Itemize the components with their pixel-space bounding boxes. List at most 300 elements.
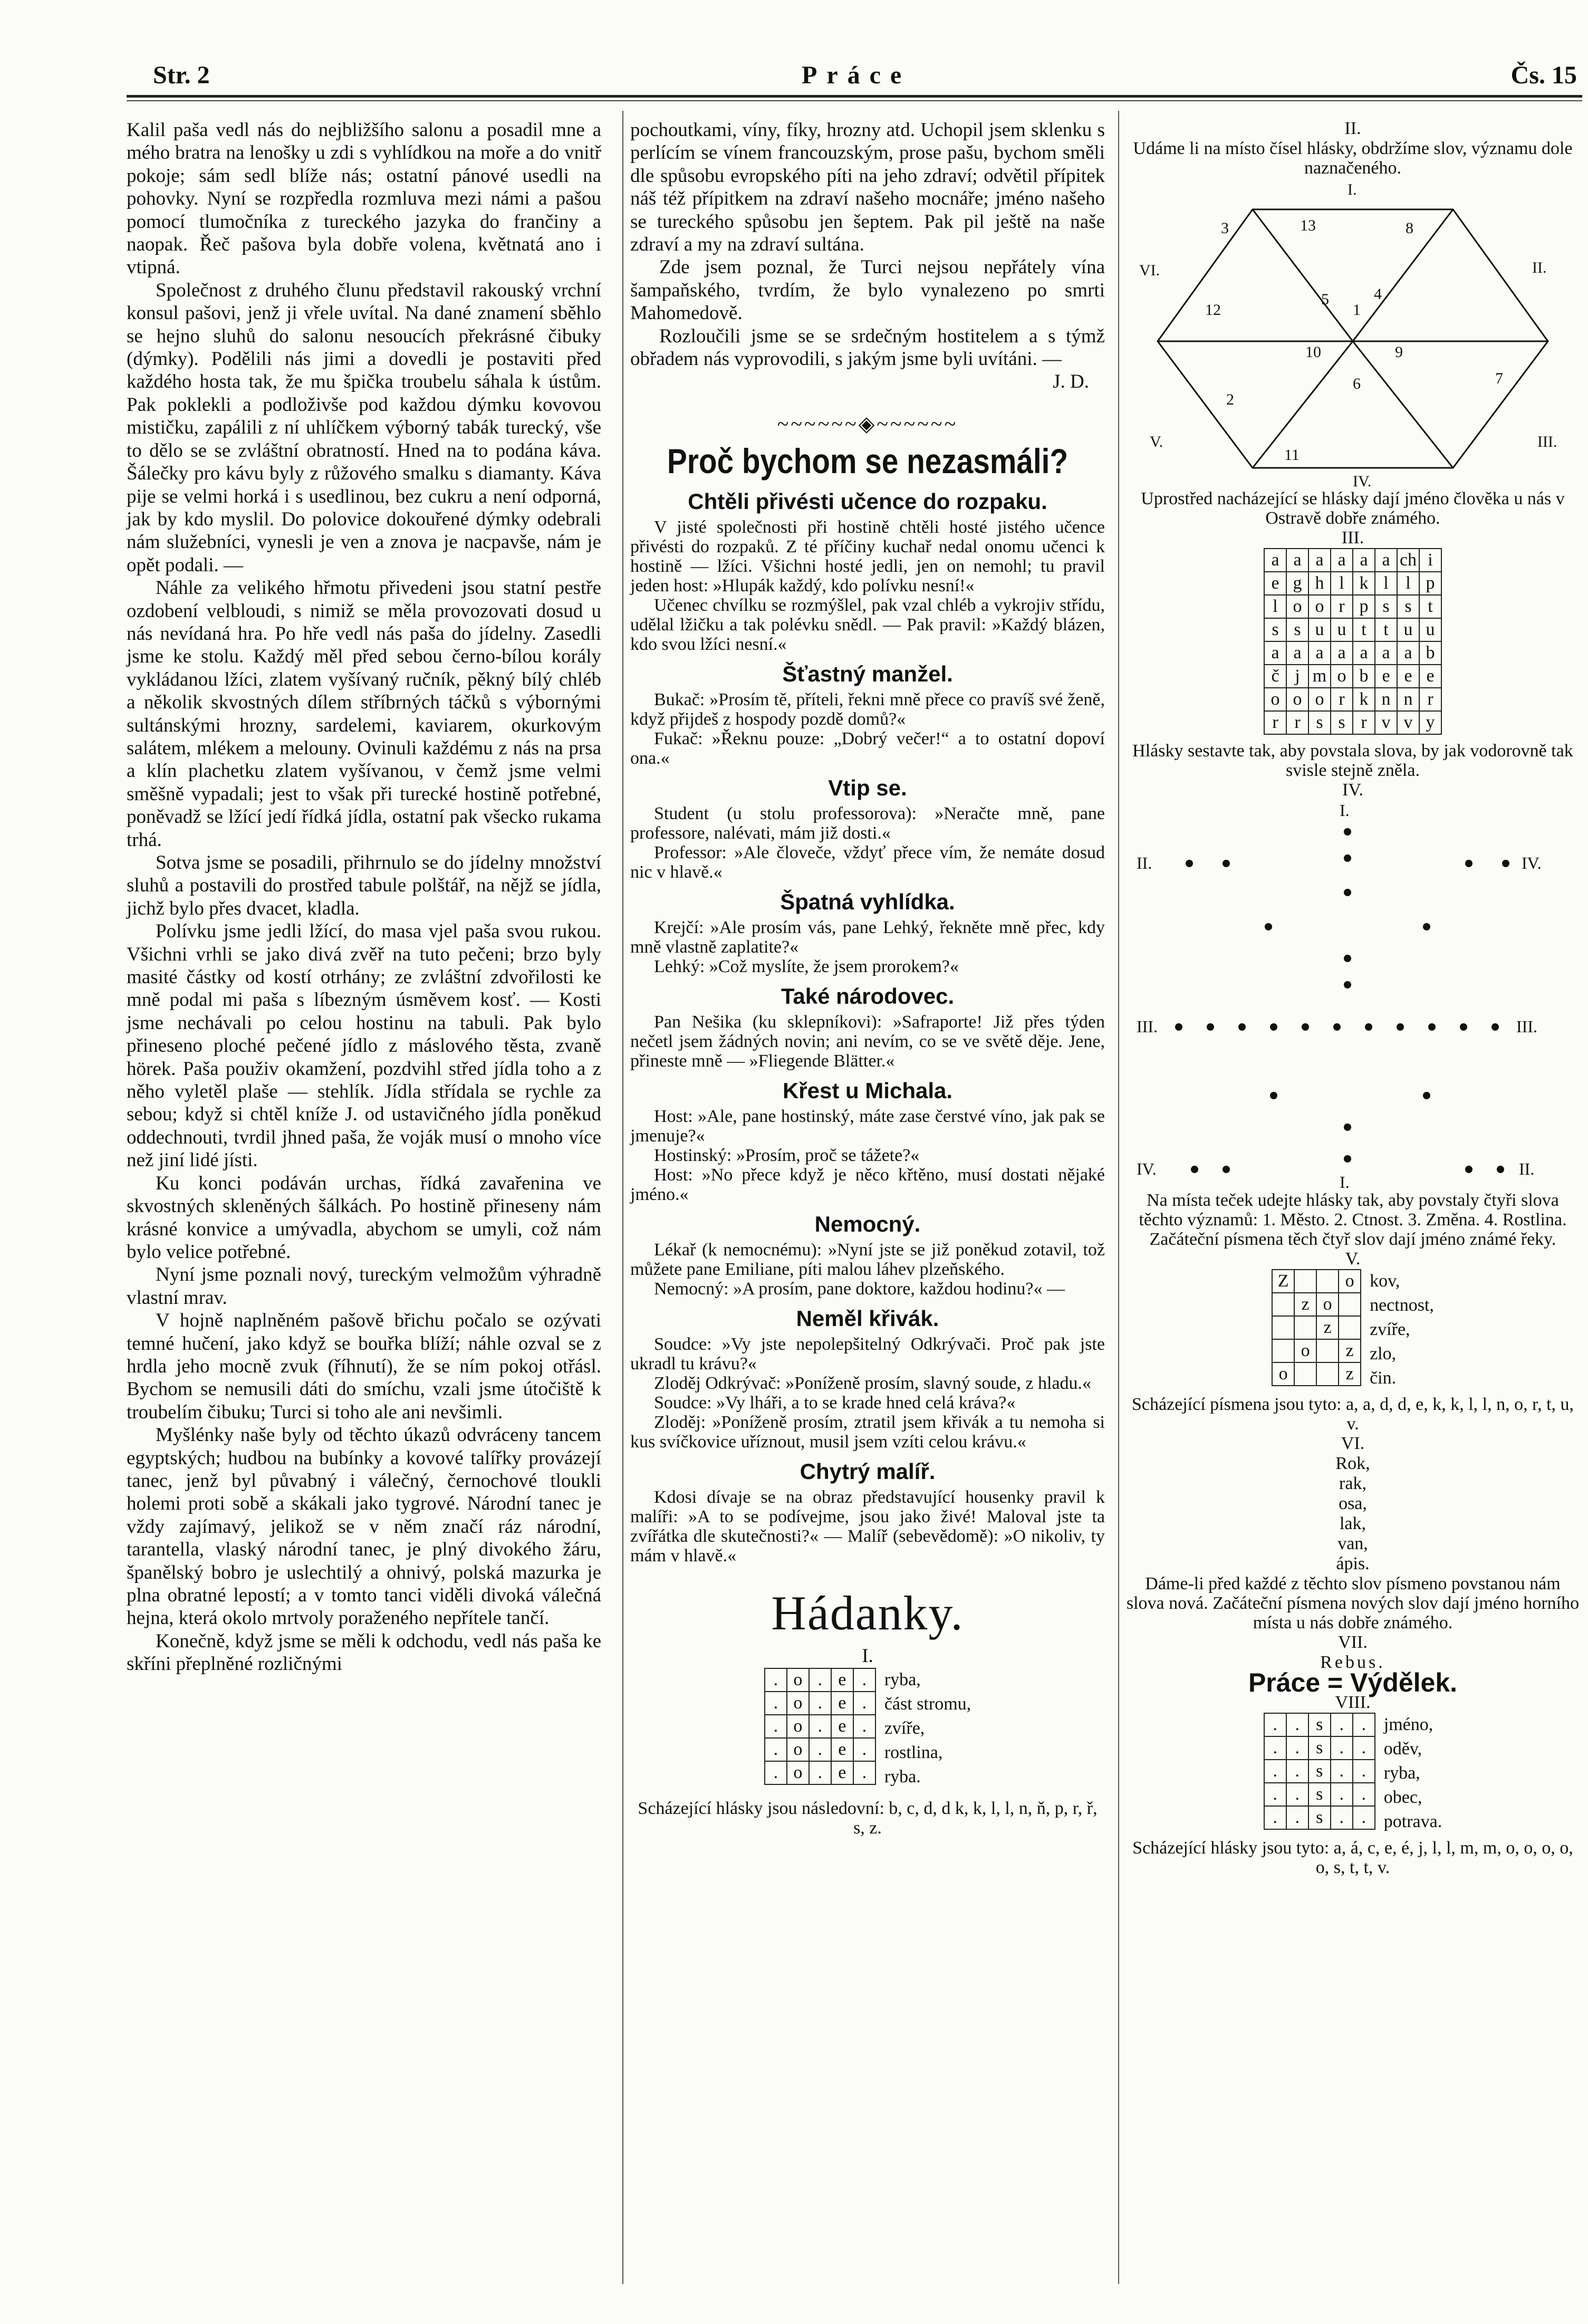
clue-word: nectnost, xyxy=(1370,1295,1434,1315)
puzzle-dot xyxy=(1223,1166,1230,1173)
grid-cell: l xyxy=(1375,572,1397,595)
grid-cell: e xyxy=(831,1692,853,1715)
grid-cell: s xyxy=(1308,1760,1331,1783)
hex-number-label: 7 xyxy=(1495,370,1503,387)
grid-cell: n xyxy=(1375,688,1397,711)
grid-cell: . xyxy=(1331,1806,1353,1829)
puzzle-text: Uprostřed nacházející se hlásky dají jméno člověka u nás v Ostravě dobře známého. xyxy=(1141,489,1565,528)
grid-cell: . xyxy=(1264,1783,1286,1806)
grid-cell: e xyxy=(831,1761,853,1784)
grid-cell: s xyxy=(1397,595,1419,618)
rebus-text: Práce = Výdělek. xyxy=(1248,1668,1458,1697)
grid-cell: r xyxy=(1286,711,1308,734)
puzzle-dot xyxy=(1175,1023,1182,1031)
grid-cell: e xyxy=(1397,665,1419,688)
page-header xyxy=(153,61,1577,98)
grid-row xyxy=(1264,572,1441,595)
grid-cell: . xyxy=(1353,1736,1375,1760)
grid-cell: a xyxy=(1397,641,1419,665)
joke-title: Šťastný manžel. xyxy=(782,661,953,687)
joke-title: Neměl křivák. xyxy=(796,1306,939,1331)
joke-text: Lékař (k nemocnému): »Nyní jste se již poněkud zotavil, tož můžete pane Emiliane, píti malou láhev plzeňského. xyxy=(630,1240,1105,1280)
grid-cell: o xyxy=(1286,688,1308,711)
grid-cell: r xyxy=(1419,688,1441,711)
grid-row xyxy=(1264,549,1441,572)
grid-cell: s xyxy=(1308,1806,1331,1829)
grid-cell: u xyxy=(1308,618,1331,641)
grid-cell: o xyxy=(1308,688,1331,711)
joke-text: Zloděj: »Poníženě prosím, ztratil jsem křivák a tu nemoha si kus svíčkovice uříznout, musil jsem vzíti celou krávu.« xyxy=(630,1413,1105,1452)
article-column-2 xyxy=(630,119,1105,1838)
grid-cell: v xyxy=(1375,711,1397,734)
hex-number-label: 3 xyxy=(1221,219,1229,237)
grid-row xyxy=(765,1738,875,1761)
grid-cell: . xyxy=(765,1715,787,1738)
grid-cell: o xyxy=(787,1668,809,1692)
puzzle-label: III. xyxy=(1341,528,1364,548)
clue-word: část stromu, xyxy=(884,1694,971,1714)
puzzle-dot xyxy=(1191,1166,1198,1173)
newspaper-title: Práce xyxy=(802,61,911,89)
puzzle-word-list xyxy=(1126,1454,1580,1574)
grid-cell: . xyxy=(1264,1806,1286,1829)
grid-cell xyxy=(1339,1293,1361,1316)
grid-row xyxy=(765,1692,875,1715)
grid-cell: p xyxy=(1419,572,1441,595)
puzzle-dot xyxy=(1344,828,1351,836)
grid-cell: č xyxy=(1264,665,1286,688)
grid-cell: . xyxy=(853,1715,875,1738)
grid-cell: o xyxy=(1294,1339,1316,1362)
grid-cell: . xyxy=(1331,1760,1353,1783)
joke-text: V jisté společnosti při hostině chtěli hosté jistého učence přivésti do rozpaků. Z té příčiny kuchař nedal onomu učenci k hostině — lžíci. Všichni hosté jedli, jen on nemohl; tu pravil jeden host: »Hlupák každý, kdo polívku nesní!« xyxy=(630,517,1105,596)
grid-row xyxy=(1272,1362,1361,1386)
grid-cell: s xyxy=(1308,711,1331,734)
paragraph: Polívku jsme jedli lžící, do masa vjel paša svou rukou. Všichni vrhli se jako divá zvěř na tuto pečeni; brzo byly masité částky od kostí otrhány; ze zvláštní zdvořilosti ke mně podal mi paša s líbezným úsměvem kosť. — Kosti jsme nechávali po celou hostinu na tabuli. Pak bylo přineseno ploché pečené jídlo z máslového těsta, zvaně hörek. Paša použiv okamžení, pozdvihl střed jídla toho a z něho vyletěl plaše — stehlík. Jídla střídala se rychle za sebou; když si chtěl kníže J. od ustavičného jídla poněkud oddechnouti, tvrdil jhned paša, že voják musí o mnoho více než jiní lidé jísti. xyxy=(127,920,601,1171)
article-column-1 xyxy=(127,119,601,1676)
puzzle-dot xyxy=(1344,1123,1351,1131)
author-signature: J. D. xyxy=(1053,371,1089,393)
grid-cell: k xyxy=(1353,688,1375,711)
grid-cell: o xyxy=(1264,688,1286,711)
hex-roman-label: VI. xyxy=(1139,262,1160,279)
grid-cell: l xyxy=(1264,595,1286,618)
grid-row xyxy=(1264,1783,1375,1806)
page-number: Str. 2 xyxy=(153,61,210,89)
puzzle-label: V. xyxy=(1345,1249,1361,1269)
dot-puzzle-label: IV. xyxy=(1137,1159,1157,1178)
grid-row xyxy=(765,1761,875,1784)
grid-cell: b xyxy=(1353,665,1375,688)
grid-cell: u xyxy=(1419,618,1441,641)
grid-cell: g xyxy=(1286,572,1308,595)
jokes-title: Proč bychom se nezasmáli? xyxy=(667,441,1069,481)
grid-cell: l xyxy=(1397,572,1419,595)
puzzle-dot xyxy=(1270,1023,1277,1031)
header-rule xyxy=(127,95,1582,98)
grid-cell: s xyxy=(1331,711,1353,734)
grid-cell: t xyxy=(1353,618,1375,641)
joke-text: Zloděj Odkrývač: »Poníženě prosím, slavný soude, z hladu.« xyxy=(654,1374,1092,1394)
grid-cell: e xyxy=(1375,665,1397,688)
puzzle-dot xyxy=(1365,1023,1372,1031)
grid-cell: . xyxy=(809,1715,831,1738)
grid-cell: t xyxy=(1375,618,1397,641)
dot-puzzle-label: I. xyxy=(1340,801,1350,820)
joke-title: Křest u Michala. xyxy=(782,1078,953,1103)
clue-word: kov, xyxy=(1370,1271,1400,1291)
hex-number-label: 9 xyxy=(1395,343,1403,361)
ornament-divider: ~~~~~~◈~~~~~~ xyxy=(777,411,958,436)
grid-row xyxy=(1264,711,1441,734)
puzzle-label: IV. xyxy=(1342,780,1363,800)
hex-roman-label: IV. xyxy=(1353,473,1372,489)
joke-title: Vtip se. xyxy=(828,775,907,801)
grid-row xyxy=(1272,1339,1361,1362)
puzzle-8 xyxy=(1126,1713,1580,1834)
joke-text: Student (u stolu professorova): »Neračte mně, pane professore, nalévati, mám již dosti.« xyxy=(630,804,1105,843)
clue-word: ápis. xyxy=(1336,1554,1370,1573)
grid-cell: e xyxy=(831,1715,853,1738)
grid-row xyxy=(765,1715,875,1738)
grid-cell: . xyxy=(1331,1783,1353,1806)
grid-cell: e xyxy=(1264,572,1286,595)
grid-cell: . xyxy=(1286,1713,1308,1736)
puzzle-dot xyxy=(1423,1092,1430,1099)
clue-word: zvíře, xyxy=(884,1718,925,1738)
grid-cell: s xyxy=(1308,1783,1331,1806)
clue-word: zvíře, xyxy=(1370,1320,1410,1339)
grid-cell: z xyxy=(1316,1316,1339,1339)
grid-cell xyxy=(1272,1293,1294,1316)
hex-line xyxy=(1353,341,1453,468)
dot-cross-puzzle xyxy=(1126,800,1580,1190)
grid-cell: l xyxy=(1331,572,1353,595)
joke-title: Chtěli přivésti učence do rozpaku. xyxy=(688,489,1047,514)
puzzle-dot xyxy=(1344,854,1351,862)
puzzle-grid xyxy=(1264,548,1442,735)
issue-number: Čs. 15 xyxy=(1510,61,1577,89)
joke-title: Chytrý malíř. xyxy=(800,1459,936,1484)
grid-cell: . xyxy=(853,1692,875,1715)
joke-text: Fukač: »Řeknu pouze: „Dobrý večer!“ a to ostatní dopoví ona.« xyxy=(630,729,1105,769)
grid-cell: r xyxy=(1331,595,1353,618)
puzzle-note: Scházející písmena jsou tyto: a, a, d, d, e, k, k, l, l, n, o, r, t, u, v. xyxy=(1131,1395,1574,1434)
grid-row xyxy=(1264,1713,1375,1736)
hex-roman-label: V. xyxy=(1150,433,1163,450)
grid-cell: z xyxy=(1339,1339,1361,1362)
puzzle-5 xyxy=(1126,1269,1580,1390)
puzzle-note: Dáme-li před každé z těchto slov písmeno povstanou nám slova nová. Začáteční písmena nových slov dají jméno horního místa u nás dobře známého. xyxy=(1126,1574,1580,1632)
grid-row xyxy=(1272,1270,1361,1293)
grid-cell: a xyxy=(1308,549,1331,572)
paragraph: pochoutkami, víny, fíky, hrozny atd. Uchopil jsem sklenku s perlícím se vínem francouzským, prose pašu, bychom směli dle spůsobu evropského píti na jeho zdraví; odvětil přípitek náš též přípitkem na zdraví našeho mocnáře; jméno našeho se tureckého spůsobu jen šeptem. Pak pil ještě na naše zdraví a my na zdraví sultána. xyxy=(630,119,1105,256)
hex-number-label: 8 xyxy=(1406,219,1413,237)
grid-cell: a xyxy=(1264,641,1286,665)
grid-cell: m xyxy=(1308,665,1331,688)
puzzle-dot xyxy=(1302,1023,1309,1031)
grid-row xyxy=(1264,641,1441,665)
grid-row xyxy=(765,1668,875,1692)
joke-text: Nemocný: »A prosím, pane doktore, každou hodinu?« — xyxy=(654,1279,1065,1299)
puzzle-dot xyxy=(1491,1023,1499,1031)
grid-cell: o xyxy=(1339,1270,1361,1293)
grid-cell: o xyxy=(1331,665,1353,688)
grid-cell: . xyxy=(1286,1760,1308,1783)
paragraph: Náhle za velikého hřmotu přivedeni jsou statní pestře ozdobení velbloudi, s nimiž se měla provozovati dosud u nás nevídaná hra. Po hře vedl nás paša do jídelny. Zasedli jsme ke stolu. Každý měl před sebou černo-bílou korály vykládanou lžíci, zlatem vyšívaný ručník, pěkný bílý chléb a několik skvostných dílem stříbrných táčků s výbornými sultánskými hrozny, sardelemi, kaviarem, okurkovým salátem, mlékem a melouny. Ovinuli každému z nás na prsa a klín plachetku zlatem vyšívanou, v čemž jsme velmi směšně vypadali; jest to však při turecké hostině potřebné, poněvadž se lžící jedí řídká jídla, ostatní pak všecko rukama trhá. xyxy=(127,577,601,851)
joke-title: Nemocný. xyxy=(814,1212,921,1237)
joke-text: Krejčí: »Ale prosím vás, pane Lehký, řekněte mně přec, kdy mně vlastně zaplatite?« xyxy=(630,918,1105,957)
hexagon-outline xyxy=(1158,209,1548,468)
grid-row xyxy=(1264,665,1441,688)
grid-cell: o xyxy=(787,1761,809,1784)
grid-row xyxy=(1264,595,1441,618)
grid-cell: . xyxy=(853,1668,875,1692)
puzzle-dot xyxy=(1502,860,1509,867)
grid-cell: o xyxy=(787,1738,809,1761)
puzzle-dot xyxy=(1333,1023,1341,1031)
puzzle-grid xyxy=(1272,1269,1361,1386)
puzzle-dot xyxy=(1270,1092,1277,1099)
column-divider-2 xyxy=(1118,111,1119,2284)
puzzle-dot xyxy=(1465,1166,1472,1173)
puzzle-label: VIII. xyxy=(1335,1693,1371,1712)
clue-word: Rok, xyxy=(1335,1454,1370,1473)
grid-cell xyxy=(1316,1270,1339,1293)
puzzle-text: Udáme li na místo čísel hlásky, obdržíme slov, významu dole naznačeného. xyxy=(1133,139,1573,178)
grid-cell: . xyxy=(1286,1736,1308,1760)
puzzle-1 xyxy=(630,1668,1105,1789)
puzzle-dot xyxy=(1344,1155,1351,1163)
hex-number-label: 1 xyxy=(1353,301,1361,319)
grid-cell: s xyxy=(1375,595,1397,618)
grid-cell: z xyxy=(1294,1293,1316,1316)
puzzle-dot xyxy=(1344,981,1351,988)
grid-cell: . xyxy=(1331,1713,1353,1736)
clue-word: ryba, xyxy=(1383,1763,1420,1783)
hex-number-label: 10 xyxy=(1305,343,1321,361)
joke-text: Soudce: »Vy lháři, a to se krade hned celá kráva?« xyxy=(654,1393,1016,1413)
grid-cell xyxy=(1339,1316,1361,1339)
column-divider-1 xyxy=(622,111,623,2284)
grid-row xyxy=(1272,1316,1361,1339)
grid-cell: . xyxy=(809,1692,831,1715)
grid-cell: . xyxy=(765,1692,787,1715)
puzzle-dot xyxy=(1207,1023,1214,1031)
clue-word: obec, xyxy=(1383,1788,1422,1807)
hex-number-label: 2 xyxy=(1226,391,1234,408)
grid-cell: z xyxy=(1339,1362,1361,1386)
jokes-section xyxy=(630,489,1105,1566)
hexagon-puzzle xyxy=(1126,183,1580,489)
grid-row xyxy=(1272,1293,1361,1316)
grid-row xyxy=(1264,1760,1375,1783)
grid-row xyxy=(1264,1806,1375,1829)
grid-cell: . xyxy=(809,1738,831,1761)
joke-text: Bukač: »Prosím tě, příteli, řekni mně přece co pravíš své ženě, když přijdeš z hospody pozdě domů?« xyxy=(630,690,1105,729)
puzzle-label: II. xyxy=(1344,119,1361,138)
puzzles-column xyxy=(1126,119,1580,1877)
grid-cell: k xyxy=(1353,572,1375,595)
paragraph: Sotva jsme se posadili, přihrnulo se do jídelny množství sluhů a postavili do prostřed tabule polštář, na nějž se jídla, jichž bylo přes dvacet, kladla. xyxy=(127,852,601,919)
grid-cell: Z xyxy=(1272,1270,1294,1293)
grid-cell xyxy=(1294,1316,1316,1339)
grid-cell: o xyxy=(1272,1362,1294,1386)
grid-cell: ch xyxy=(1397,549,1419,572)
joke-text: Lehký: »Což myslíte, že jsem prorokem?« xyxy=(654,957,959,977)
grid-cell: y xyxy=(1419,711,1441,734)
grid-cell: r xyxy=(1331,688,1353,711)
grid-cell: . xyxy=(853,1738,875,1761)
grid-cell: o xyxy=(787,1692,809,1715)
puzzle-dot xyxy=(1238,1023,1246,1031)
paragraph: V hojně naplněném pašově břichu počalo se ozývati temné hučení, jako když se bouřka blíží; náhle ozval se z hrdla jeho mocně zvuk (říhnutí), že se ním pokoj otřásl. Bychom se nemusili dáti do smíchu, vzali jsme útočiště k troubelím čibuku; Turci si toho ale ani nevšimli. xyxy=(127,1310,601,1423)
paragraph: Myšlénky naše byly od těchto úkazů odvráceny tancem egyptských; hudbou na bubínky a kovové talířky provázejí tanec, jenž byl půvabný i válečný, černochové tloukli holemi proti sobě a skákali jako tygrové. Národní tanec je vždy zajímavý, jelikož se v něm značí ráz národní, tarantella, vlaský národní tanec, je plný divokého žáru, španělský bobro je uslechtilý a ohnivý, polská mazurka je plna obratné lepostí; a v tomto tanci viděli divoká válečná hejna, která okolo mrtvoly poraženého nepřítele tančí. xyxy=(127,1424,601,1629)
paragraph: Ku konci podáván urchas, řídká zavařenina ve skvostných skleněných šálkách. Po hostině přineseny nám krásné konvice a umývadla, abychom se umyli, což nám bylo velice potřebné. xyxy=(127,1172,601,1263)
grid-cell: p xyxy=(1353,595,1375,618)
grid-cell: . xyxy=(765,1738,787,1761)
grid-cell: . xyxy=(1353,1806,1375,1829)
grid-cell: . xyxy=(1264,1713,1286,1736)
grid-cell: a xyxy=(1375,549,1397,572)
puzzle-note: Na místa teček udejte hlásky tak, aby povstaly čtyři slova těchto významů: 1. Město. 2. Ctnost. 3. Změna. 4. Rostlina. Začáteční písmena těch čtyř slov dají jméno známé řeky. xyxy=(1139,1190,1567,1249)
grid-cell: a xyxy=(1308,641,1331,665)
grid-cell: . xyxy=(765,1761,787,1784)
puzzle-label: VII. xyxy=(1338,1632,1368,1652)
joke-text: Pan Nešika (ku sklepníkovi): »Safraporte! Již přes týden nečetl jsem žádných novin; ani nevím, co se ve světě děje. Jene, přineste mně — »Fliegende Blätter.« xyxy=(630,1012,1105,1071)
grid-cell: u xyxy=(1397,618,1419,641)
grid-cell xyxy=(1272,1316,1294,1339)
grid-cell: a xyxy=(1331,549,1353,572)
puzzle-dot xyxy=(1265,923,1272,930)
hex-number-label: 13 xyxy=(1300,217,1316,234)
hex-number-label: 11 xyxy=(1284,446,1300,464)
puzzle-dot xyxy=(1497,1166,1504,1173)
joke-text: Host: »No přece když je něco křtěno, musí dostati nějaké jméno.« xyxy=(630,1165,1105,1205)
clue-word: lak, xyxy=(1339,1514,1366,1533)
grid-cell: a xyxy=(1331,641,1353,665)
grid-cell: a xyxy=(1286,549,1308,572)
puzzle-label: I. xyxy=(862,1645,873,1667)
grid-cell: r xyxy=(1264,711,1286,734)
clue-word: osa, xyxy=(1339,1494,1367,1513)
clue-word: potrava. xyxy=(1383,1812,1442,1831)
grid-cell: e xyxy=(831,1738,853,1761)
clue-word: rostlina, xyxy=(884,1742,943,1762)
grid-cell: s xyxy=(1264,618,1286,641)
hex-number-label: 12 xyxy=(1205,301,1221,319)
grid-cell: . xyxy=(1353,1760,1375,1783)
puzzle-dot xyxy=(1465,860,1472,867)
grid-cell: r xyxy=(1353,711,1375,734)
grid-cell: b xyxy=(1419,641,1441,665)
joke-text: Professor: »Ale človeče, vždyť přece vím, že nemáte dosud nic v hlavě.« xyxy=(630,843,1105,882)
grid-cell: . xyxy=(765,1668,787,1692)
paragraph: Společnost z druhého člunu představil rakouský vrchní konsul pašovi, jenž ji vřele uvítal. Na dané znamení sběhlo se hejno sluhů do salonu nesoucích překrásné čibuky (dýmky). Podělili nás jimi a dovedli je postaviti před každého hosta tak, že mu špička troubelu sáhala k ústům. Pak poklekli a podloživše pod každou dýmku kovovou mističku, zapálili z ní uhlíčkem výborný tabák turecký, vše to dělo se se zvláštní obratností. Hned na to podána káva. Šálečky pro kávu byly z růžového smalku s diamanty. Káva pije se velmi horká i s usedlinou, bez cukru a není odporná, jak by kdo myslil. Do polovice dokouřené dýmky odebrali nám služebníci, vynesli je ven a znova je nacpavše, nám je opět podali. — xyxy=(127,279,601,576)
dot-puzzle-label: II. xyxy=(1137,853,1152,872)
grid-cell: h xyxy=(1308,572,1331,595)
grid-cell: . xyxy=(1353,1783,1375,1806)
puzzle-clues xyxy=(884,1668,971,1789)
hex-roman-label: I. xyxy=(1348,183,1357,198)
grid-cell: e xyxy=(831,1668,853,1692)
grid-cell xyxy=(1294,1270,1316,1293)
clue-word: van, xyxy=(1337,1534,1368,1553)
clue-word: jméno, xyxy=(1383,1715,1433,1734)
puzzle-grid xyxy=(1264,1713,1375,1830)
grid-cell: a xyxy=(1353,641,1375,665)
grid-cell: v xyxy=(1397,711,1419,734)
hex-number-label: 5 xyxy=(1321,291,1329,308)
grid-cell: j xyxy=(1286,665,1308,688)
grid-cell: a xyxy=(1264,549,1286,572)
paragraph: Zde jsem poznal, že Turci nejsou nepřátely vína šampaňského, tvrdím, že bylo vynalezeno po smrti Mahomedově. xyxy=(630,256,1105,324)
grid-cell: n xyxy=(1397,688,1419,711)
grid-cell: u xyxy=(1331,618,1353,641)
puzzle-clues xyxy=(1370,1269,1434,1390)
grid-cell: . xyxy=(1353,1713,1375,1736)
grid-row xyxy=(1264,618,1441,641)
clue-word: rak, xyxy=(1339,1474,1366,1493)
puzzle-note: Scházející hlásky jsou tyto: a, á, c, e, é, j, l, l, m, m, o, o, o, o, o, s, t, t, v. xyxy=(1132,1838,1573,1877)
paragraph: Konečně, když jsme se měli k odchodu, vedl nás paša ke skříni přeplněné rozličnými xyxy=(127,1630,601,1675)
hex-number-label: 4 xyxy=(1374,285,1382,303)
grid-row xyxy=(1264,1736,1375,1760)
grid-cell xyxy=(1294,1362,1316,1386)
puzzle-dot xyxy=(1397,1023,1404,1031)
hex-line xyxy=(1253,341,1353,468)
dot-puzzle-label: II. xyxy=(1519,1159,1535,1178)
grid-cell: a xyxy=(1286,641,1308,665)
puzzle-dot xyxy=(1423,923,1430,930)
grid-cell: s xyxy=(1308,1713,1331,1736)
grid-cell: o xyxy=(787,1715,809,1738)
hex-number-label: 6 xyxy=(1353,375,1361,392)
grid-cell: . xyxy=(1264,1760,1286,1783)
dot-puzzle-label: III. xyxy=(1516,1017,1537,1036)
grid-cell: s xyxy=(1308,1736,1331,1760)
paragraph: Nyní jsme poznali nový, tureckým velmožům výhradně vlastní mrav. xyxy=(127,1264,601,1309)
hex-line xyxy=(1353,209,1453,341)
puzzle-dot xyxy=(1344,889,1351,896)
puzzle-dot xyxy=(1428,1023,1436,1031)
puzzles-title: Hádanky. xyxy=(771,1586,964,1640)
grid-cell: . xyxy=(1264,1736,1286,1760)
grid-cell: a xyxy=(1375,641,1397,665)
grid-row xyxy=(1264,688,1441,711)
dot-puzzle-label: III. xyxy=(1137,1017,1158,1036)
hex-roman-label: II. xyxy=(1532,259,1547,276)
grid-cell: a xyxy=(1353,549,1375,572)
puzzle-note: Hlásky sestavte tak, aby povstala slova, by jak vodorovně tak svisle stejně zněla. xyxy=(1132,741,1573,780)
clue-word: zlo, xyxy=(1370,1344,1397,1363)
grid-cell: s xyxy=(1286,618,1308,641)
grid-cell: . xyxy=(809,1668,831,1692)
header-rule-thin xyxy=(127,100,1582,101)
grid-cell: e xyxy=(1419,665,1441,688)
grid-cell: . xyxy=(1286,1806,1308,1829)
puzzle-label: VI. xyxy=(1341,1434,1365,1453)
grid-cell: . xyxy=(1286,1783,1308,1806)
grid-cell: . xyxy=(853,1761,875,1784)
puzzle-clues xyxy=(1384,1713,1442,1834)
clue-word: ryba. xyxy=(884,1766,921,1787)
puzzle-note: Scházející hlásky jsou následovní: b, c, d, d k, k, l, l, n, ň, p, r, ř, s, z. xyxy=(638,1798,1098,1838)
puzzle-dot xyxy=(1223,860,1230,867)
clue-word: čin. xyxy=(1370,1368,1397,1388)
grid-cell xyxy=(1316,1362,1339,1386)
joke-text: Soudce: »Vy jste nepolepšitelný Odkrývači. Proč pak jste ukradl tu krávu?« xyxy=(630,1334,1105,1374)
